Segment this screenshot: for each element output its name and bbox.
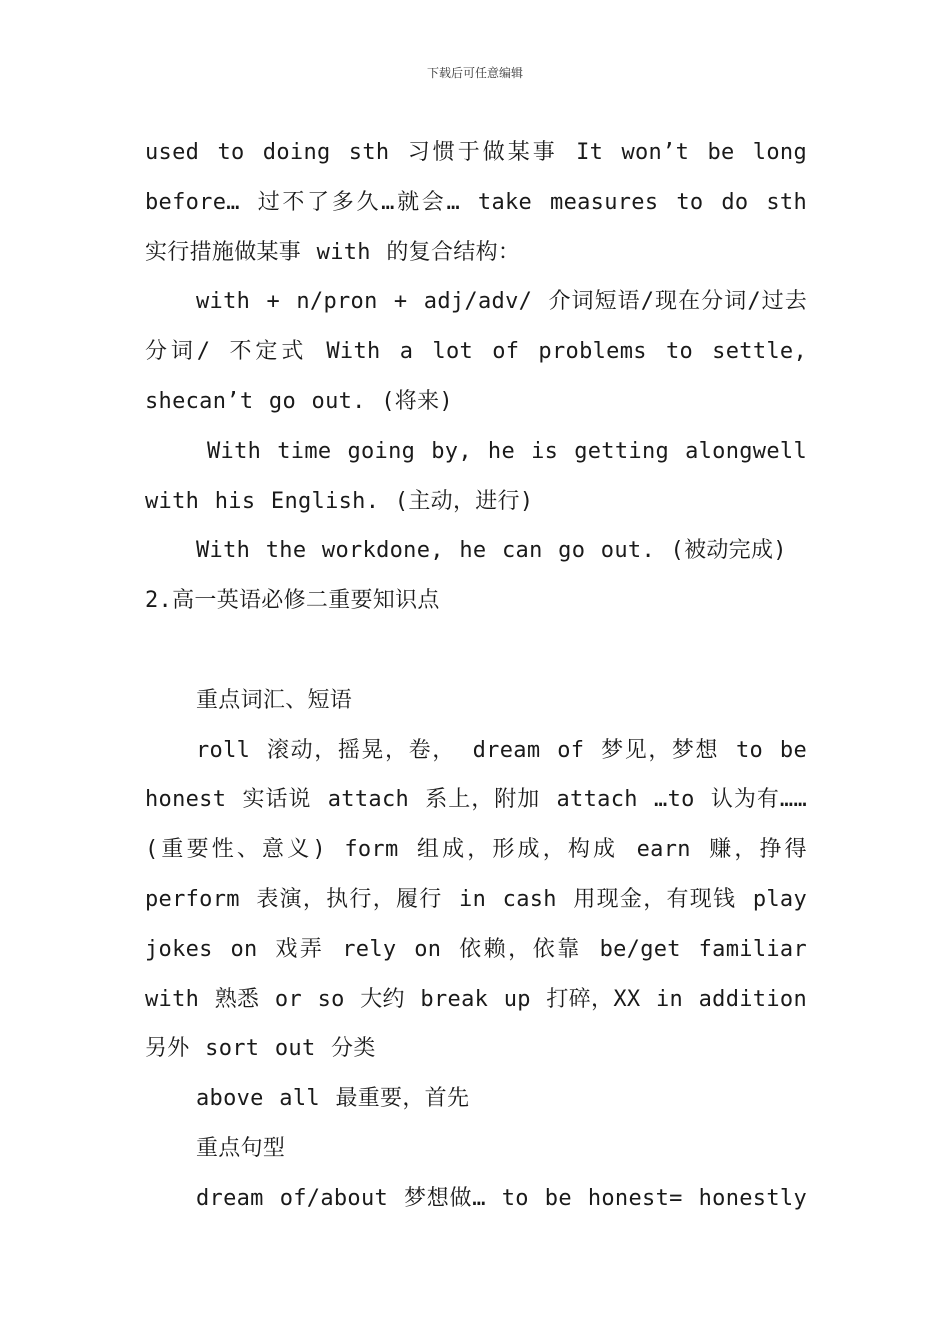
- paragraph-with-structure: with + n/pron + adj/adv/ 介词短语/现在分词/过去分词/ 不定式 With a lot of problems to settle, shecan’t go out. (将来): [145, 289, 807, 414]
- page-header: 下载后可任意编辑: [426, 66, 523, 80]
- paragraph-vocabulary-list: roll 滚动，摇晃，卷， dream of 梦见，梦想 to be honest 实话说 attach 系上，附加 attach …to 认为有……(重要性、意义) form 组成，形成，构成 earn 赚，挣得 perform 表演，执行，履行 in cash 用现金，有现钱 play jokes on 戏弄 rely on 依赖，依靠 be/get familiar with 熟悉 or so 大约 break up 打碎，XX in addition 另外 sort out 分类: [145, 737, 807, 1062]
- paragraph-dream-of: dream of/about 梦想做… to be honest= honestly: [196, 1185, 807, 1211]
- paragraph-with-example-active: With time going by, he is getting alongwell with his English. (主动，进行): [145, 438, 807, 514]
- section-heading: 2.高一英语必修二重要知识点: [145, 588, 440, 614]
- subheading-sentence-patterns: 重点句型: [196, 1135, 286, 1161]
- paragraph-above-all: above all 最重要，首先: [196, 1086, 470, 1112]
- paragraph-phrases: used to doing sth 习惯于做某事 It won’t be long before… 过不了多久…就会… take measures to do sth 实行措施做某事 with 的复合结构：: [145, 140, 807, 265]
- blank-line: [145, 626, 807, 676]
- paragraph-with-example-passive: With the workdone, he can go out. (被动完成): [196, 538, 787, 564]
- document-body: [145, 128, 807, 1224]
- subheading-vocabulary: 重点词汇、短语: [196, 687, 353, 713]
